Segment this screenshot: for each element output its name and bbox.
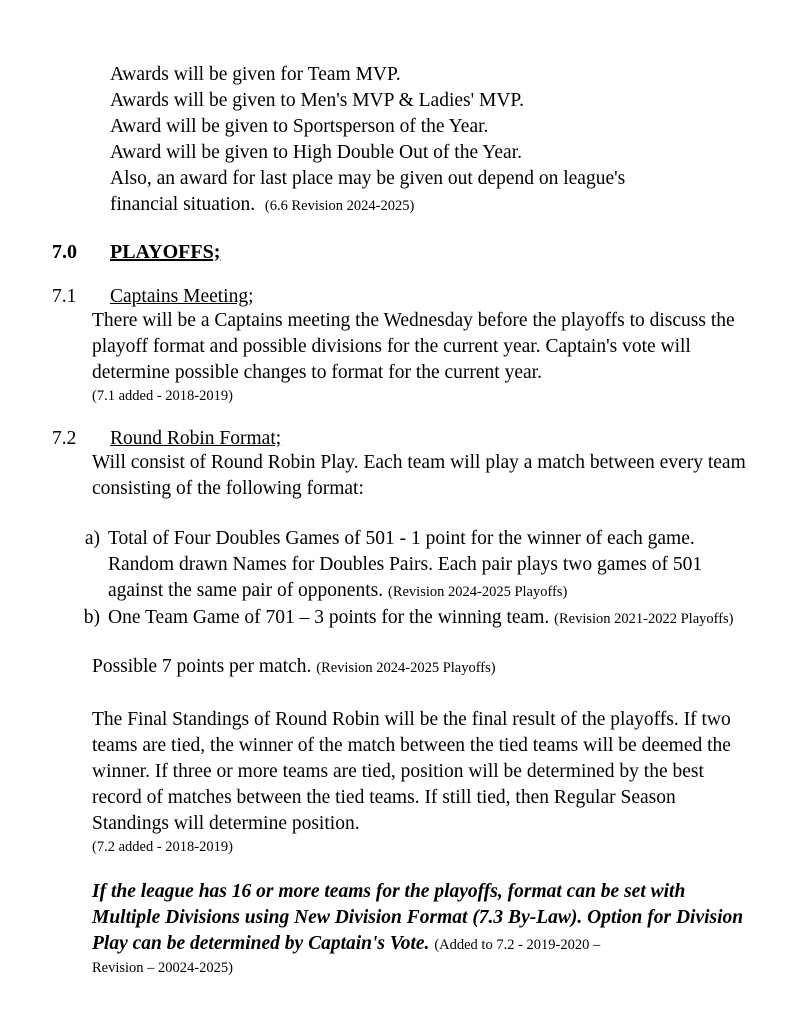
list-item-marker-b: b) bbox=[83, 607, 100, 628]
points-per-match-text: Possible 7 points per match. bbox=[92, 656, 312, 677]
division-format-paragraph bbox=[92, 879, 752, 958]
awards-line-5: Also, an award for last place may be given out depend on league's bbox=[110, 168, 626, 189]
awards-line-1: Awards will be given for Team MVP. bbox=[110, 64, 401, 85]
awards-line-2: Awards will be given to Men's MVP & Ladies' MVP. bbox=[110, 90, 524, 111]
section-title: PLAYOFFS; bbox=[110, 241, 221, 263]
document-content bbox=[52, 62, 752, 978]
list-item-marker-a: a) bbox=[84, 528, 100, 549]
list-item-revision-a: (Revision 2024-2025 Playoffs) bbox=[387, 584, 568, 600]
subsection-title-7-2: Round Robin Format; bbox=[110, 428, 282, 449]
awards-line-3: Award will be given to Sportsperson of the Year. bbox=[110, 116, 489, 137]
subsection-heading-captains-meeting bbox=[52, 286, 752, 308]
awards-revision-note: (6.6 Revision 2024-2025) bbox=[264, 198, 415, 214]
subsection-title-7-1: Captains Meeting; bbox=[110, 286, 254, 307]
subsection-body-7-1: There will be a Captains meeting the Wednesday before the playoffs to discuss the playoff format and possible divisions for the current year. Captain's vote will determine possible changes to format for the current year. bbox=[92, 310, 735, 383]
format-list bbox=[74, 526, 752, 632]
section-number: 7.0 bbox=[52, 241, 77, 263]
division-format-emphasis: If the league has 16 or more teams for the playoffs, format can be set with Multiple Divisions using New Division Format (7.3 By-Law). Option for Division Play can be determined by Captain's Vote. bbox=[92, 881, 744, 954]
division-format-revision-b: Revision – 20024-2025) bbox=[92, 960, 233, 976]
awards-line-6-text: financial situation. bbox=[110, 194, 256, 215]
points-per-match-line bbox=[92, 654, 752, 681]
subsection-number-7-2: 7.2 bbox=[52, 428, 77, 449]
list-item-text-a: Total of Four Doubles Games of 501 - 1 point for the winner of each game. Random drawn Names for Doubles Pairs. Each pair plays two games of 501 against the same pair of opponents. bbox=[108, 528, 703, 601]
subsection-revision-7-1: (7.1 added - 2018-2019) bbox=[92, 388, 233, 404]
list-item bbox=[74, 526, 752, 605]
list-item-body-a bbox=[108, 526, 752, 605]
subsection-heading-round-robin-format bbox=[52, 428, 752, 450]
list-item-text-b: One Team Game of 701 – 3 points for the winning team. bbox=[108, 607, 550, 628]
points-per-match-revision: (Revision 2024-2025 Playoffs) bbox=[316, 660, 496, 676]
list-item-revision-b: (Revision 2021-2022 Playoffs) bbox=[554, 611, 734, 627]
final-standings-paragraph: The Final Standings of Round Robin will be the final result of the playoffs. If two teams are tied, the winner of the match between the tied teams will be deemed the winner. If three or more teams are tied, position will be determined by the best record of matches between the tied teams. If still tied, then Regular Season Standings will determine position. bbox=[92, 709, 731, 834]
subsection-number-7-1: 7.1 bbox=[52, 286, 77, 307]
division-format-revision-a: (Added to 7.2 - 2019-2020 – bbox=[434, 937, 601, 953]
section-heading-playoffs bbox=[52, 241, 752, 264]
list-item bbox=[74, 605, 752, 632]
awards-intro-block bbox=[110, 62, 752, 219]
awards-line-6 bbox=[110, 192, 752, 219]
final-standings-revision: (7.2 added - 2018-2019) bbox=[92, 839, 233, 855]
subsection-body-7-2: Will consist of Round Robin Play. Each team will play a match between every team consisting of the following format: bbox=[92, 452, 746, 499]
awards-line-4: Award will be given to High Double Out of the Year. bbox=[110, 142, 522, 163]
list-item-body-b bbox=[108, 605, 752, 632]
